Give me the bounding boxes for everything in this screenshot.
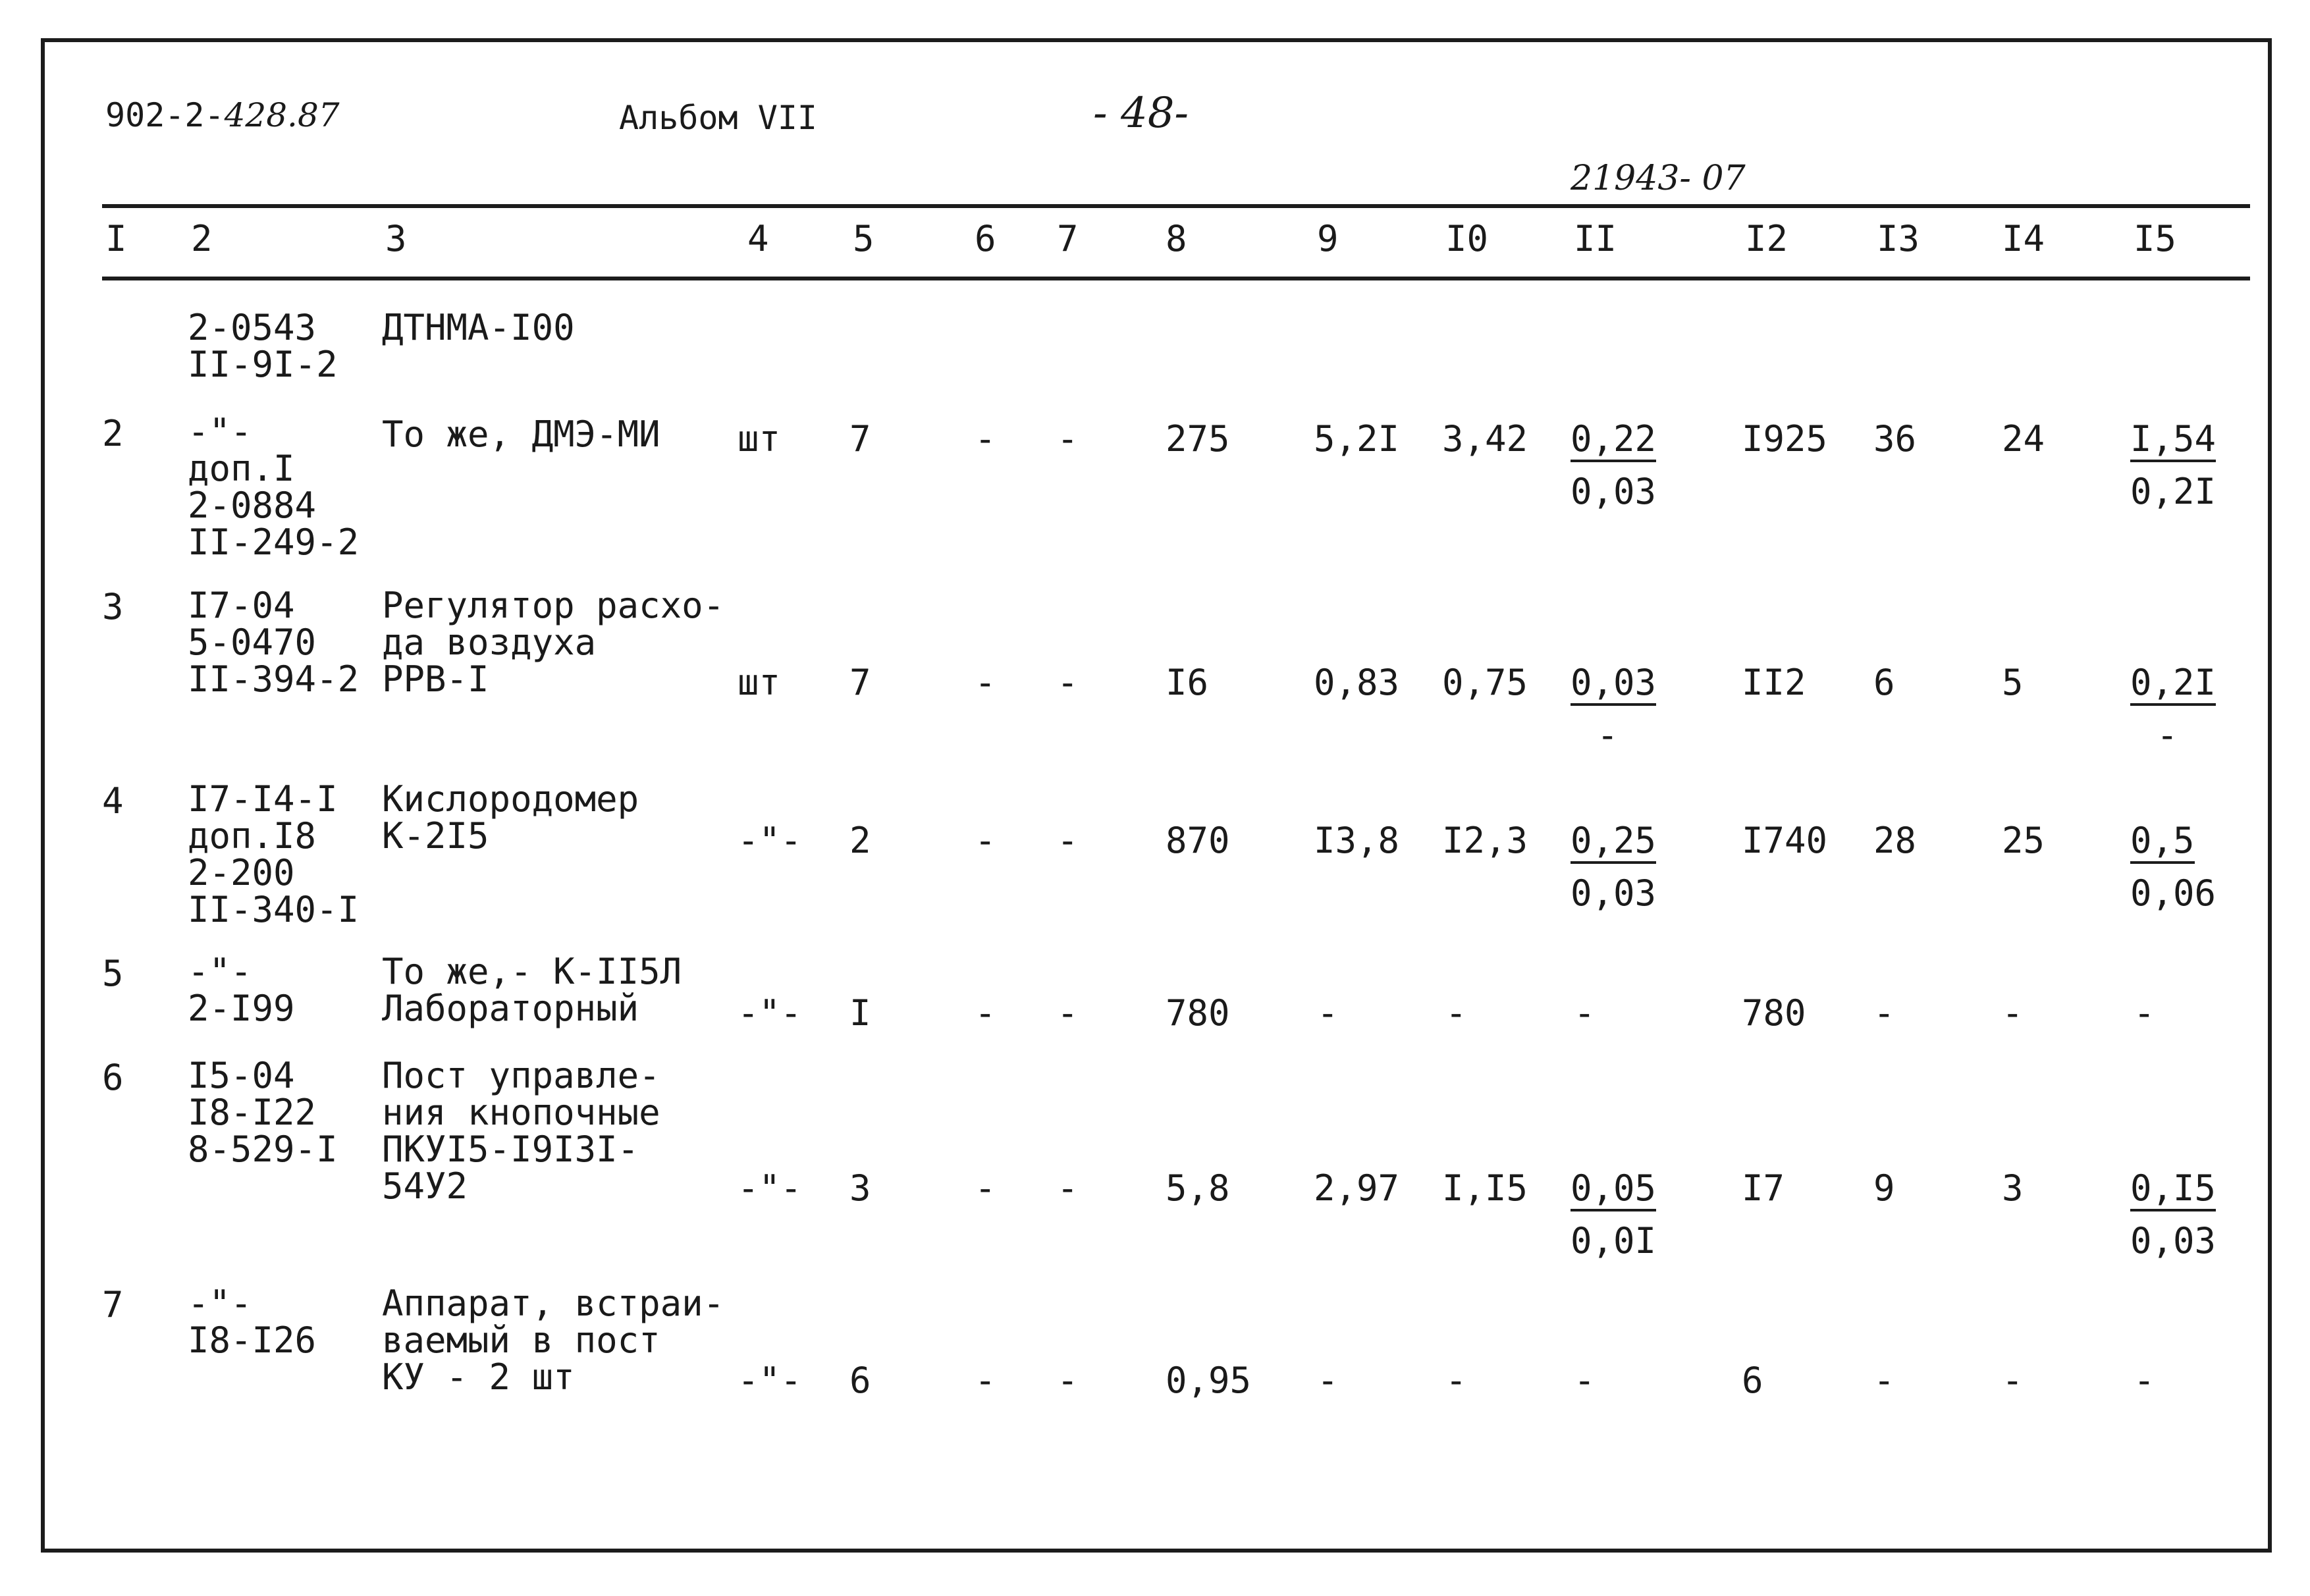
col-4-header: 4 — [747, 218, 769, 259]
fraction-top: 0,22 — [1571, 421, 1656, 462]
row-col15: - — [2134, 1360, 2155, 1401]
row-col14: 24 — [2002, 418, 2045, 460]
row-number: 2 — [102, 413, 124, 454]
col-14-header: I4 — [2002, 218, 2045, 259]
row-col10: 0,75 — [1442, 662, 1528, 703]
row-code — [188, 1057, 338, 1168]
row-col9: 2,97 — [1314, 1167, 1400, 1209]
row-code — [188, 587, 359, 698]
row-unit: -"- — [738, 1167, 802, 1209]
row-col7: - — [1057, 820, 1079, 861]
row-col11: - — [1574, 1360, 1596, 1401]
name-line: ния кнопочные — [382, 1092, 660, 1133]
code-line: I5-04 — [188, 1055, 295, 1096]
row-col12: I7 — [1742, 1167, 1785, 1209]
fraction-top: 0,03 — [1571, 665, 1656, 706]
page-number: - 48- — [1093, 89, 1189, 138]
code-line: 8-529-I — [188, 1129, 338, 1170]
row-unit: -"- — [738, 1360, 802, 1401]
row-col6: - — [975, 1360, 996, 1401]
row-col7: - — [1057, 418, 1079, 460]
name-line: То же, ДМЭ-МИ — [382, 413, 660, 455]
fraction-top: 0,2I — [2130, 665, 2216, 706]
row-col8: 275 — [1166, 418, 1230, 460]
fraction-bottom: 0,03 — [1571, 471, 1657, 512]
row-col10: I,I5 — [1442, 1167, 1528, 1209]
code-line: I8-I26 — [188, 1319, 317, 1361]
code-line: II-9I-2 — [188, 344, 338, 385]
fraction-bottom: - — [1597, 714, 1619, 756]
name-line: Аппарат, встраи- — [382, 1283, 725, 1324]
row-code — [188, 413, 359, 561]
col-10-header: I0 — [1445, 218, 1489, 259]
header-top-rule — [102, 204, 2250, 208]
row-name — [382, 1057, 660, 1205]
code-line: I7-I4-I — [188, 778, 338, 820]
name-line: ПКУI5-I9I3I- — [382, 1129, 639, 1170]
row-col10: 3,42 — [1442, 418, 1528, 460]
code-line: I7-04 — [188, 585, 295, 626]
row-unit: -"- — [738, 820, 802, 861]
row-col15-fraction — [2130, 418, 2216, 512]
row-code — [188, 309, 338, 383]
row-code — [188, 778, 360, 930]
col-3-header: 3 — [385, 218, 407, 259]
row-name — [382, 953, 682, 1027]
row-col10: I2,3 — [1442, 820, 1528, 861]
code-line: 5-0470 — [188, 622, 317, 663]
fraction-bottom: - — [2157, 714, 2178, 756]
row-col10: - — [1445, 1360, 1467, 1401]
col-11-header: II — [1574, 218, 1617, 259]
row-col7: - — [1057, 1167, 1079, 1209]
header-bottom-rule — [102, 277, 2250, 280]
code-line: II-249-2 — [188, 521, 360, 563]
row-number: 4 — [102, 780, 124, 822]
row-unit: шт — [738, 418, 781, 460]
row-col8: 5,8 — [1166, 1167, 1230, 1209]
row-col8: I6 — [1166, 662, 1209, 703]
row-col12: I925 — [1742, 418, 1828, 460]
row-qty: 2 — [849, 820, 871, 861]
doc-code — [105, 96, 340, 134]
name-line: РРВ-I — [382, 658, 489, 700]
row-col9: 5,2I — [1314, 418, 1400, 460]
doc-code-handwritten: 428.87 — [224, 96, 340, 134]
row-col11-fraction — [1571, 662, 1657, 756]
code-line: -"- — [188, 951, 252, 992]
fraction-bottom: 0,2I — [2130, 471, 2216, 512]
row-qty: 6 — [849, 1360, 871, 1401]
row-col7: - — [1057, 1360, 1079, 1401]
row-qty: 7 — [849, 418, 871, 460]
row-col14: 5 — [2002, 662, 2024, 703]
row-col6: - — [975, 820, 996, 861]
row-col14: - — [2002, 992, 2024, 1034]
row-qty: 7 — [849, 662, 871, 703]
row-col11-fraction — [1571, 418, 1657, 512]
name-line: То же,- К-II5Л — [382, 951, 682, 992]
row-col8: 870 — [1166, 820, 1230, 861]
row-col7: - — [1057, 992, 1079, 1034]
row-col10: - — [1445, 992, 1467, 1034]
row-code — [188, 953, 295, 1027]
row-col12: II2 — [1742, 662, 1806, 703]
row-name — [382, 413, 660, 455]
row-qty: 3 — [849, 1167, 871, 1209]
row-col13: - — [1873, 992, 1895, 1034]
code-line: доп.I — [188, 448, 295, 489]
row-col15-fraction — [2130, 820, 2216, 914]
col-12-header: I2 — [1745, 218, 1788, 259]
col-13-header: I3 — [1877, 218, 1920, 259]
row-col13: - — [1873, 1360, 1895, 1401]
col-8-header: 8 — [1166, 218, 1187, 259]
name-line: КУ - 2 шт — [382, 1356, 575, 1398]
row-number: 7 — [102, 1284, 124, 1325]
row-unit: -"- — [738, 992, 802, 1034]
fraction-top: 0,25 — [1571, 823, 1656, 864]
row-col13: 6 — [1873, 662, 1895, 703]
row-col6: - — [975, 1167, 996, 1209]
name-line: 54У2 — [382, 1165, 468, 1207]
row-col6: - — [975, 992, 996, 1034]
code-line: 2-0543 — [188, 307, 317, 348]
code-line: 2-0884 — [188, 485, 317, 526]
fraction-bottom: 0,0I — [1571, 1220, 1657, 1262]
row-col13: 28 — [1873, 820, 1917, 861]
col-5-header: 5 — [853, 218, 874, 259]
row-col11: - — [1574, 992, 1596, 1034]
name-line: Регулятор расхо- — [382, 585, 725, 626]
name-line: Пост управле- — [382, 1055, 660, 1096]
row-code — [188, 1285, 316, 1359]
code-line: -"- — [188, 1283, 252, 1324]
row-col15-fraction — [2130, 662, 2216, 756]
col-1-header: I — [105, 218, 127, 259]
row-name — [382, 778, 639, 857]
row-col13: 9 — [1873, 1167, 1895, 1209]
row-col12: 6 — [1742, 1360, 1763, 1401]
code-line: II-394-2 — [188, 658, 360, 700]
row-name — [382, 1285, 724, 1396]
col-2-header: 2 — [191, 218, 213, 259]
fraction-top: 0,05 — [1571, 1171, 1656, 1211]
row-col12: 780 — [1742, 992, 1806, 1034]
fraction-bottom: 0,06 — [2130, 872, 2216, 914]
row-col11-fraction — [1571, 1167, 1657, 1262]
col-6-header: 6 — [975, 218, 996, 259]
code-line: 2-200 — [188, 852, 295, 893]
fraction-bottom: 0,03 — [1571, 872, 1657, 914]
row-col15: - — [2134, 992, 2155, 1034]
name-line: ДТНМА-I00 — [382, 307, 575, 348]
code-line: 2-I99 — [188, 988, 295, 1029]
row-col14: 25 — [2002, 820, 2045, 861]
row-col9: - — [1317, 1360, 1339, 1401]
album-label: Альбом VII — [619, 99, 818, 137]
row-col9: 0,83 — [1314, 662, 1400, 703]
row-col9: - — [1317, 992, 1339, 1034]
col-7-header: 7 — [1057, 218, 1079, 259]
name-line: Лабораторный — [382, 988, 639, 1029]
row-col14: - — [2002, 1360, 2024, 1401]
row-name — [382, 587, 724, 698]
col-15-header: I5 — [2134, 218, 2177, 259]
name-line: Кислородомер — [382, 778, 639, 820]
row-col12: I740 — [1742, 820, 1828, 861]
code-line: доп.I8 — [188, 815, 317, 857]
code-line: -"- — [188, 411, 252, 452]
row-number: 6 — [102, 1057, 124, 1098]
fraction-top: 0,5 — [2130, 823, 2195, 864]
page-frame — [41, 38, 2272, 1553]
fraction-top: I,54 — [2130, 421, 2216, 462]
row-unit: шт — [738, 662, 781, 703]
row-qty: I — [849, 992, 871, 1034]
sheet-code: 21943- 07 — [1571, 159, 1746, 198]
row-col6: - — [975, 418, 996, 460]
row-col8: 780 — [1166, 992, 1230, 1034]
row-col6: - — [975, 662, 996, 703]
name-line: да воздуха — [382, 622, 597, 663]
code-line: I8-I22 — [188, 1092, 317, 1133]
row-name — [382, 309, 575, 346]
fraction-bottom: 0,03 — [2130, 1220, 2216, 1262]
row-col15-fraction — [2130, 1167, 2216, 1262]
row-col9: I3,8 — [1314, 820, 1400, 861]
row-col7: - — [1057, 662, 1079, 703]
row-col11-fraction — [1571, 820, 1657, 914]
row-col14: 3 — [2002, 1167, 2024, 1209]
row-col8: 0,95 — [1166, 1360, 1252, 1401]
fraction-top: 0,I5 — [2130, 1171, 2216, 1211]
row-col13: 36 — [1873, 418, 1917, 460]
name-line: К-2I5 — [382, 815, 489, 857]
name-line: ваемый в пост — [382, 1319, 660, 1361]
doc-code-prefix: 902-2- — [105, 96, 225, 134]
code-line: II-340-I — [188, 889, 360, 930]
col-9-header: 9 — [1317, 218, 1339, 259]
row-number: 5 — [102, 953, 124, 994]
row-number: 3 — [102, 586, 124, 627]
